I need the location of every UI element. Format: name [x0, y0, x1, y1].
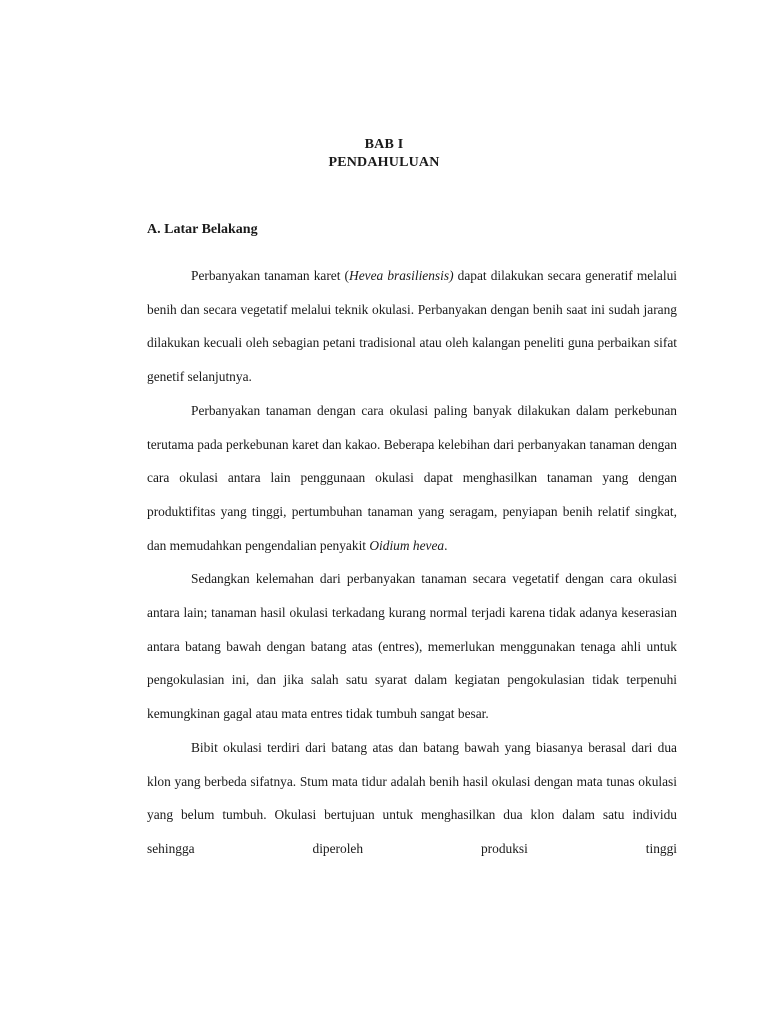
paragraph-3: Sedangkan kelemahan dari perbanyakan tanaman secara vegetatif dengan cara okulasi antara lain; tanaman hasil okulasi terkadang kurang normal terjadi karena tidak adanya keserasian antara batang bawah dengan batang atas (entres), memerlukan menggunakan tenaga ahli untuk pengokulasian ini, dan jika salah satu syarat dalam kegiatan pengokulasian tidak terpenuhi kemungkinan gagal atau mata entres tidak tumbuh sangat besar. [147, 571, 677, 722]
chapter-number: BAB I [364, 137, 404, 152]
paragraph-2-text-end: . [444, 537, 448, 553]
paragraph-2 [147, 394, 677, 563]
paragraph-1 [147, 259, 677, 394]
paragraph-2-text-start: Perbanyakan tanaman dengan cara okulasi paling banyak dilakukan dalam perkebunan terutama pada perkebunan karet dan kakao. Beberapa kelebihan dari perbanyakan tanaman dengan cara okulasi antara lain penggunaan okulasi dapat menghasilkan tanaman yang dengan produktifitas yang tinggi, pertumbuhan tanaman yang seragam, penyiapan benih relatif singkat, dan memudahkan pengendalian penyakit [147, 402, 677, 553]
paragraph-1-species-name: Hevea brasiliensis) [349, 268, 454, 283]
chapter-title: PENDAHULUAN [328, 155, 440, 170]
paragraph-2-disease-name: Oidium hevea [369, 537, 445, 553]
body-text [147, 259, 677, 866]
paragraph-4: Bibit okulasi terdiri dari batang atas dan batang bawah yang biasanya berasal dari dua klon yang berbeda sifatnya. Stum mata tidur adalah benih hasil okulasi dengan mata tunas okulasi yang belum tumbuh. Okulasi bertujuan untuk menghasilkan dua klon dalam satu individu sehingga diperoleh produksi tinggi [147, 739, 677, 856]
section-heading: A. Latar Belakang [147, 222, 258, 237]
paragraph-1-text-start: Perbanyakan tanaman karet ( [191, 268, 350, 283]
paragraph-1-text-end: dapat dilakukan secara generatif melalui benih dan secara vegetatif melalui teknik okulasi. Perbanyakan dengan benih saat ini sudah jarang dilakukan kecuali oleh sebagian petani tradisional atau oleh kalangan peneliti guna perbaikan sifat genetif selanjutnya. [147, 268, 678, 385]
